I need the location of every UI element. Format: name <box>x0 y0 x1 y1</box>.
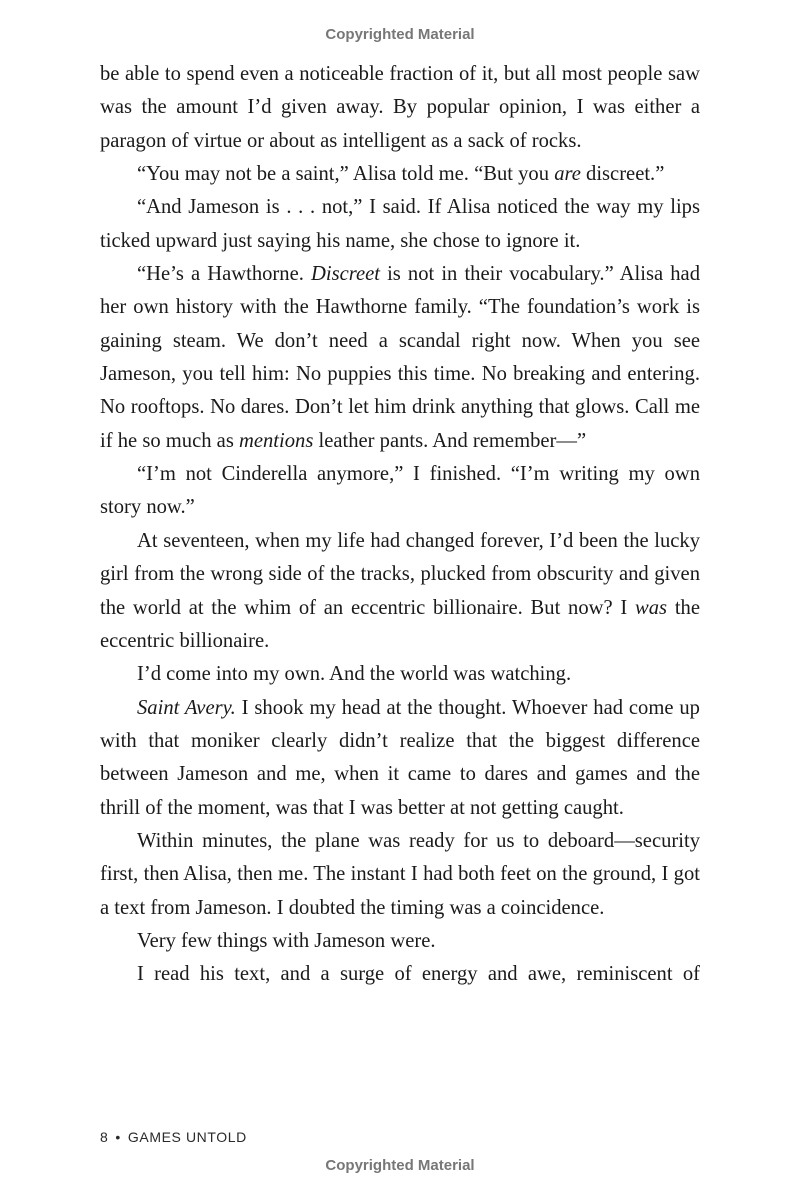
page-footer <box>100 1129 247 1145</box>
paragraph <box>100 458 700 525</box>
text-run: “He’s a Hawthorne. <box>137 263 311 286</box>
text-run: “I’m not Cinderella anymore,” I finished. “I’m writing my own story now.” <box>100 463 700 519</box>
paragraph <box>100 158 700 191</box>
text-run: “And Jameson is . . . not,” I said. If Alisa noticed the way my lips ticked upward just saying his name, she chose to ignore it. <box>100 196 700 252</box>
copyright-watermark-top: Copyrighted Material <box>325 26 475 43</box>
running-book-title: GAMES UNTOLD <box>127 1129 247 1145</box>
paragraph <box>100 525 700 658</box>
italic-text-run: are <box>554 163 581 186</box>
text-run: discreet.” <box>580 163 665 186</box>
paragraph <box>100 825 700 925</box>
text-run: leather pants. And remember—” <box>313 429 587 452</box>
italic-text-run: mentions <box>238 429 314 452</box>
italic-text-run: was <box>635 596 668 619</box>
paragraph <box>100 58 700 158</box>
footer-separator: • <box>115 1129 121 1145</box>
text-run: At seventeen, when my life had changed forever, I’d been the lucky girl from the wrong side of the tracks, plucked from obscurity and given the world at the whim of an eccentric billionaire. But now? I <box>100 529 700 619</box>
italic-text-run: Discreet <box>310 263 380 286</box>
text-run: I’d come into my own. And the world was watching. <box>137 663 572 686</box>
text-run: “You may not be a saint,” Alisa told me. “But you <box>137 163 555 186</box>
paragraph <box>100 925 700 958</box>
text-run: Within minutes, the plane was ready for us to deboard—security first, then Alisa, then me. The instant I had both feet on the ground, I got a text from Jameson. I doubted the timing was a coincidence. <box>100 829 700 919</box>
copyright-watermark-bottom: Copyrighted Material <box>325 1157 475 1174</box>
paragraph <box>100 258 700 458</box>
text-run: be able to spend even a noticeable fraction of it, but all most people saw was the amount I’d given away. By popular opinion, I was either a paragon of virtue or about as intelligent as a sack of rocks. <box>100 63 700 152</box>
text-run: I shook my head at the thought. Whoever had come up with that moniker clearly didn’t realize that the biggest difference between Jameson and me, when it came to dares and games and the thrill of the moment, was that I was better at not getting caught. <box>100 696 700 819</box>
text-run: I read his text, and a surge of energy and awe, reminiscent of <box>137 963 700 986</box>
text-run: the eccentric billionaire. <box>100 596 700 652</box>
paragraph <box>100 191 700 258</box>
italic-text-run: Saint Avery. <box>137 696 236 719</box>
text-run: Very few things with Jameson were. <box>137 929 436 952</box>
text-run: is not in their vocabulary.” Alisa had her own history with the Hawthorne family. “The foundation’s work is gaining steam. We don’t need a scandal right now. When you see Jameson, you tell him: No puppies this time. No breaking and entering. No rooftops. No dares. Don’t let him drink anything that glows. Call me if he so much as <box>100 263 700 452</box>
page-number: 8 <box>100 1129 109 1145</box>
paragraph <box>100 958 700 991</box>
page-body-text <box>100 58 700 992</box>
paragraph <box>100 658 700 691</box>
paragraph <box>100 692 700 825</box>
